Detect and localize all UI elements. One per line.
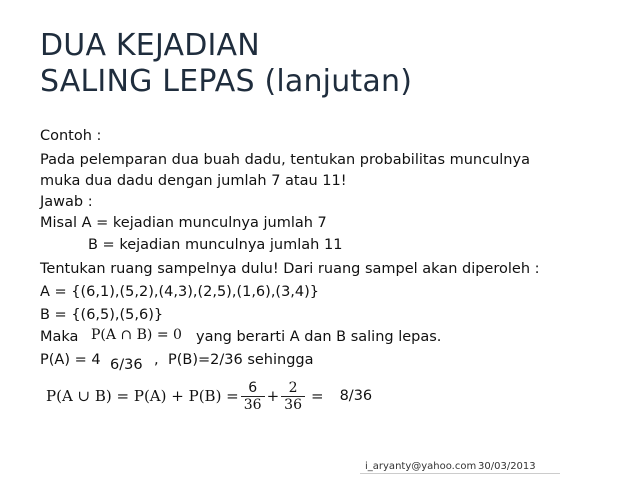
slide-title-line-1: DUA KEJADIAN xyxy=(40,28,260,63)
pa-prefix: P(A) = 4 xyxy=(40,352,101,368)
footer-email: i_aryanty@yahoo.com xyxy=(365,461,477,472)
fraction-two-numerator: 2 xyxy=(288,379,298,396)
union-formula xyxy=(46,374,372,418)
fraction-one-denominator: 36 xyxy=(241,396,265,413)
fraction-one xyxy=(241,380,265,413)
maka-prefix: Maka xyxy=(40,329,79,345)
pa-separator: , xyxy=(154,352,159,368)
set-a-text: A = {(6,1),(5,2),(4,3),(2,5),(1,6),(3,4)} xyxy=(40,284,320,300)
fraction-two-denominator: 36 xyxy=(281,396,305,413)
slide-title xyxy=(40,28,412,100)
contoh-label: Contoh : xyxy=(40,128,102,144)
misal-a-text: Misal A = kejadian munculnya jumlah 7 xyxy=(40,215,327,231)
misal-b-text: B = kejadian munculnya jumlah 11 xyxy=(88,237,343,253)
jawab-label: Jawab : xyxy=(40,194,93,210)
footer-divider xyxy=(360,473,560,474)
union-result: 8/36 xyxy=(339,388,373,404)
pa-value: 6/36 xyxy=(110,357,143,373)
question-line-2: muka dua dadu dengan jumlah 7 atau 11! xyxy=(40,173,347,189)
tentukan-text: Tentukan ruang sampelnya dulu! Dari ruang sampel akan diperoleh : xyxy=(40,261,540,277)
plus-sign: + xyxy=(266,387,280,405)
pb-text: P(B)=2/36 sehingga xyxy=(168,352,314,368)
slide-title-line-2: SALING LEPAS (lanjutan) xyxy=(40,64,413,99)
maka-suffix: yang berarti A dan B saling lepas. xyxy=(196,329,442,345)
set-b-text: B = {(6,5),(5,6)} xyxy=(40,307,164,323)
intersection-formula: P(A ∩ B) = 0 xyxy=(91,327,182,343)
footer-date: 30/03/2013 xyxy=(478,461,536,472)
fraction-two xyxy=(281,380,305,413)
equals-sign: = xyxy=(311,387,324,405)
union-formula-lhs: P(A ∪ B) = P(A) + P(B) = xyxy=(46,387,239,405)
question-line-1: Pada pelemparan dua buah dadu, tentukan probabilitas munculnya xyxy=(40,152,530,168)
fraction-one-numerator: 6 xyxy=(248,379,258,396)
